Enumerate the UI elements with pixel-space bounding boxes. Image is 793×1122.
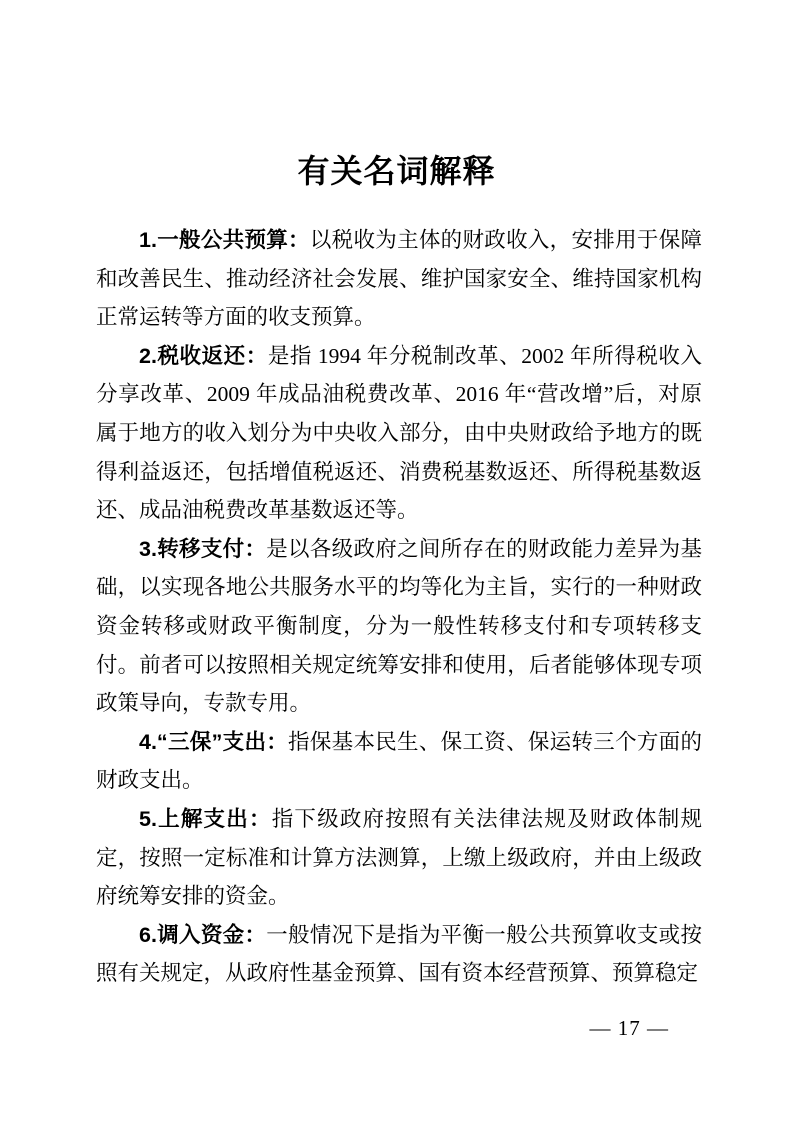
page-number: — 17 — bbox=[589, 1016, 669, 1040]
document-body bbox=[96, 221, 702, 993]
term-definition-5: 指下级政府按照有关法律法规及财政体制规定，按照一定标准和计算方法测算，上缴上级政府，并由上级政府统筹安排的资金。 bbox=[96, 806, 702, 909]
definition-paragraph-6 bbox=[96, 916, 702, 993]
definition-paragraph-2 bbox=[96, 337, 702, 530]
term-label-2: 2.税收返还： bbox=[139, 343, 268, 368]
term-label-4: 4.“三保”支出： bbox=[139, 729, 289, 754]
term-definition-2: 是指 1994 年分税制改革、2002 年所得税收入分享改革、2009 年成品油税费改革、2016 年“营改增”后，对原属于地方的收入划分为中央收入部分，由中央财政给予地方的既得利益返还，包括增值税返还、消费税基数返还、所得税基数返还、成品油税费改革基数返还等。 bbox=[96, 343, 702, 523]
term-label-5: 5.上解支出： bbox=[139, 806, 272, 831]
definition-paragraph-1 bbox=[96, 221, 702, 337]
term-label-3: 3.转移支付： bbox=[139, 536, 267, 561]
term-definition-3: 是以各级政府之间所存在的财政能力差异为基础，以实现各地公共服务水平的均等化为主旨，实行的一种财政资金转移或财政平衡制度，分为一般性转移支付和专项转移支付。前者可以按照相关规定统筹安排和使用，后者能够体现专项政策导向，专款专用。 bbox=[96, 536, 702, 716]
term-definition-1: 以税收为主体的财政收入，安排用于保障和改善民生、推动经济社会发展、维护国家安全、维持国家机构正常运转等方面的收支预算。 bbox=[96, 228, 702, 330]
definition-paragraph-3 bbox=[96, 530, 702, 723]
term-label-6: 6.调入资金： bbox=[139, 922, 267, 947]
term-label-1: 1.一般公共预算： bbox=[139, 228, 310, 252]
term-definition-4: 指保基本民生、保工资、保运转三个方面的财政支出。 bbox=[96, 729, 702, 793]
definition-paragraph-4 bbox=[96, 723, 702, 800]
page-title: 有关名词解释 bbox=[297, 153, 496, 189]
term-definition-6: 一般情况下是指为平衡一般公共预算收支或按照有关规定，从政府性基金预算、国有资本经营预算、预算稳定 bbox=[96, 922, 702, 986]
definition-paragraph-5 bbox=[96, 800, 702, 916]
